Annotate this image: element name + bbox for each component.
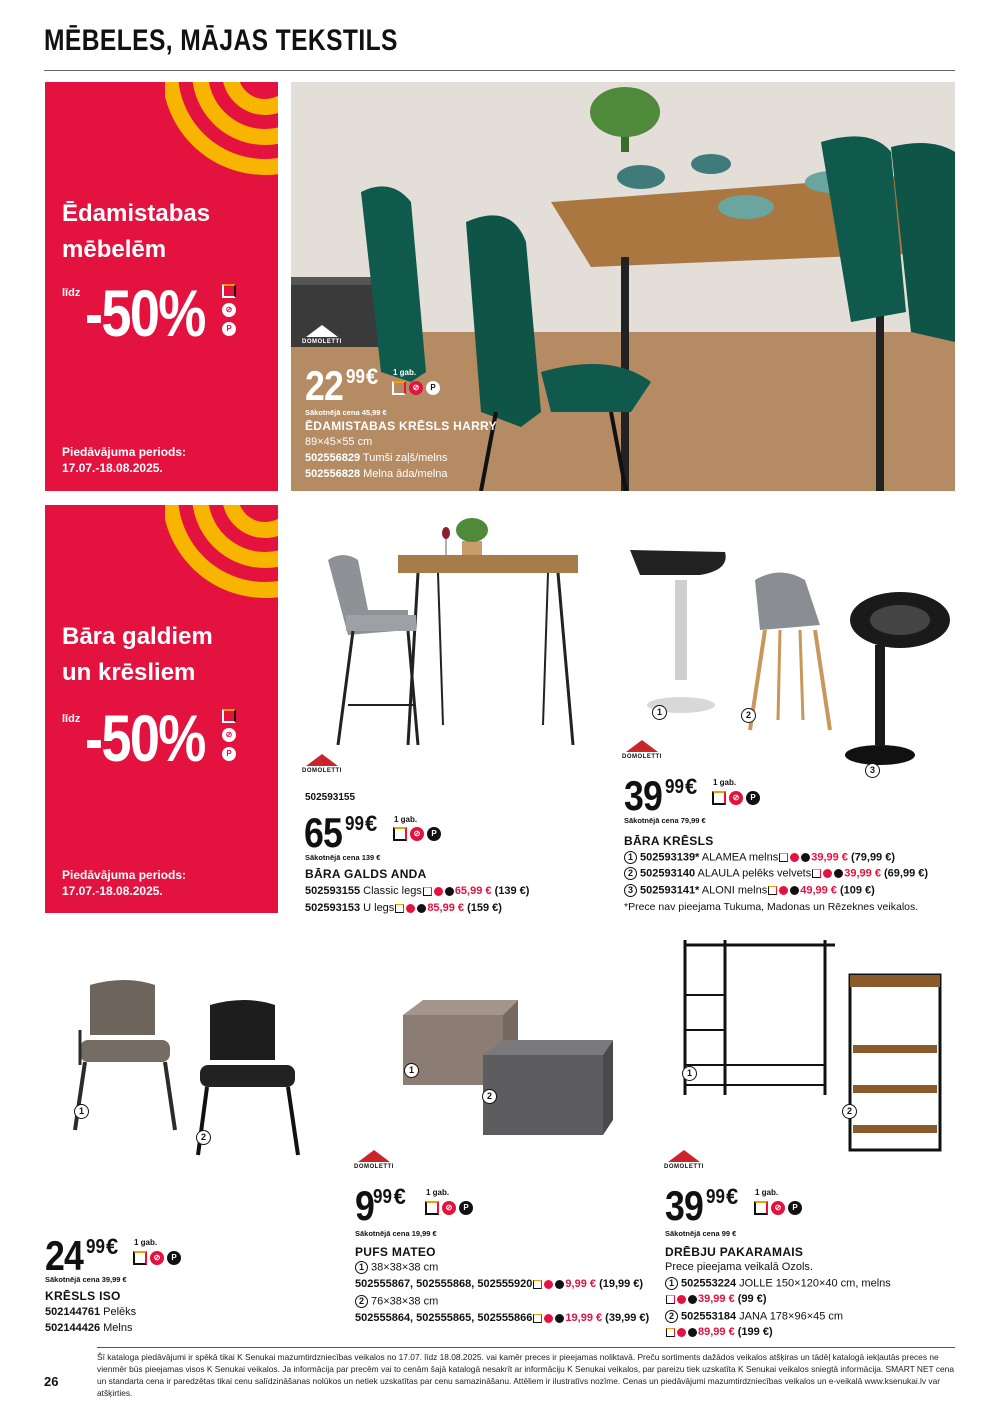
variant-badge-1: 1 [404,1063,419,1078]
card-icon [754,1201,768,1215]
variant-badge-2: 2 [741,708,756,723]
mateo-pouf-image [398,995,618,1145]
iso-price: 24 99 € [45,1232,119,1279]
legal-footer: Šī kataloga piedāvājumi ir spēkā tikai K Senukai mazumtirdzniecības veikalos no 17.07. līdz 18.08.2025. vai kamēr preces ir pieejamas noliktavā. Preču sortiments dažādos veikalos atšķiras un tādēļ katalogā iekļautās preces ne vienmēr būs pieejamas visos K Senukai veikalos. Ja informācija par precēm vai to cenām šajā katalogā nesakrīt ar informāciju K Senukai veikalos, par pareizu tiek uzskatīta K Senukai veikalos sniegtā informācija. SMART NET cena un standarta cena ir paredzētas tikai cenu salīdzināšanas nolūkos un netiek uzskatītas par cenu samazināšanu. Attēliem ir ilustratīvs nozīme. Cenas un piedāvājumi mazumtirdzniecības veikalos un e-veikalā www.ksenukai.lv var atšķirties. [97,1352,954,1398]
promo-title-line2: un krēsliem [62,659,196,686]
promo-discount: -50% [85,701,205,775]
promo-icons [222,709,236,761]
points-icon: P [459,1201,473,1215]
anda-price: 65 99 € [304,809,378,856]
bar-chair-variant-2: 2 502593140 ALAULA pelēks velvets 39,99 € (69,99 €) [624,867,928,880]
iso-variant-1: 502144761 Pelēks [45,1306,137,1318]
harry-price: 22 99 € [305,362,379,409]
rack-variant-2-price: 89,99 € (199 €) [665,1326,773,1338]
harry-variant-1: 502556829 Tumši zaļš/melns [305,452,448,464]
bar-chairs-was-price: Sākotnējā cena 79,99 € [624,816,706,825]
anda-bar-set-image [318,515,588,745]
harry-dims: 89×45×55 cm [305,436,373,448]
variant-badge-2: 2 [482,1089,497,1104]
rack-variant-1-price: 39,99 € (99 €) [665,1293,767,1305]
points-icon: P [746,791,760,805]
iso-icons [133,1251,181,1265]
bar-chair-variant-1: 1 502593139* ALAMEA melns 39,99 € (79,99 €) [624,851,895,864]
bar-chairs-gab: 1 gab. [713,778,737,787]
iso-name: KRĒSLS ISO [45,1289,121,1303]
arc-decoration-icon [165,505,278,635]
no-discount-icon: ⊘ [771,1201,785,1215]
no-discount-icon: ⊘ [222,728,236,742]
bar-chair-variant-3: 3 502593141* ALONI melns 49,99 € (109 €) [624,884,875,897]
variant-badge-3: 3 [865,763,880,778]
points-icon: P [222,747,236,761]
anda-was-price: Sākotnējā cena 139 € [305,853,381,862]
page-title: MĒBELES, MĀJAS TEKSTILS [44,24,398,57]
points-icon: P [427,827,441,841]
points-icon: P [788,1201,802,1215]
promo-title-line1: Ēdamistabas [62,200,211,227]
mateo-was-price: Sākotnējā cena 19,99 € [355,1229,437,1238]
anda-code: 502593155 [305,792,356,803]
card-icon [222,284,236,298]
no-discount-icon: ⊘ [409,381,423,395]
variant-badge-1: 1 [652,705,667,720]
clothes-rack-image [675,935,950,1155]
iso-chairs-image [60,975,310,1165]
harry-icons [392,381,440,395]
rack-was-price: Sākotnējā cena 99 € [665,1229,737,1238]
points-icon: P [426,381,440,395]
promo-title-line2: mēbelēm [62,236,167,263]
arc-decoration-icon [165,82,278,212]
no-discount-icon: ⊘ [222,303,236,317]
bar-chairs-image [620,540,950,770]
harry-was-price: Sākotnējā cena 45,99 € [305,408,387,417]
no-discount-icon: ⊘ [729,791,743,805]
anda-variant-1: 502593155 Classic legs 65,99 € (139 €) [305,885,530,897]
domoletti-logo: DOMOLETTI [622,740,662,760]
points-icon: P [222,322,236,336]
rack-variant-2: 2 502553184 JANA 178×96×45 cm [665,1310,843,1323]
anda-name: BĀRA GALDS ANDA [305,867,427,881]
promo-lidz: līdz [62,713,81,725]
card-icon [222,709,236,723]
promo-period-dates: 17.07.-18.08.2025. [62,461,163,475]
promo-bar [45,505,278,913]
mateo-name: PUFS MATEO [355,1245,436,1259]
no-discount-icon: ⊘ [442,1201,456,1215]
iso-was-price: Sākotnējā cena 39,99 € [45,1275,127,1284]
domoletti-logo: DOMOLETTI [302,754,342,774]
harry-variant-2: 502556828 Melna āda/melna [305,468,448,480]
domoletti-logo: DOMOLETTI [302,325,342,345]
promo-discount: -50% [85,276,205,350]
card-icon [425,1201,439,1215]
promo-dining [45,82,278,491]
harry-gab: 1 gab. [393,368,417,377]
card-icon [133,1251,147,1265]
rack-subtitle: Prece pieejama veikalā Ozols. [665,1261,813,1273]
promo-icons [222,284,236,336]
footer-divider [97,1347,955,1348]
rack-gab: 1 gab. [755,1188,779,1197]
mateo-variant-1-dims: 1 38×38×38 cm [355,1261,438,1274]
page-number: 26 [44,1374,59,1389]
promo-period-label: Piedāvājuma periods: [62,868,187,882]
mateo-gab: 1 gab. [426,1188,450,1197]
mateo-variant-2-dims: 2 76×38×38 cm [355,1295,438,1308]
promo-period-label: Piedāvājuma periods: [62,445,187,459]
anda-icons [393,827,441,841]
card-icon [712,791,726,805]
rack-icons [754,1201,802,1215]
rack-price: 39 99 € [665,1182,739,1229]
mateo-variant-1-codes: 502555867, 502555868, 502555920 9,99 € (19,99 €) [355,1278,644,1290]
anda-variant-2: 502593153 U legs 85,99 € (159 €) [305,902,502,914]
promo-period-dates: 17.07.-18.08.2025. [62,884,163,898]
bar-chairs-price: 39 99 € [624,772,698,819]
promo-title-line1: Bāra galdiem [62,623,213,650]
bar-chairs-note: *Prece nav pieejama Tukuma, Madonas un Rēzeknes veikalos. [624,901,919,913]
domoletti-logo: DOMOLETTI [354,1150,394,1170]
harry-name: ĒDAMISTABAS KRĒSLS HARRY [305,419,497,433]
no-discount-icon: ⊘ [410,827,424,841]
anda-gab: 1 gab. [394,815,418,824]
bar-chairs-name: BĀRA KRĒSLS [624,834,714,848]
variant-badge-1: 1 [74,1104,89,1119]
promo-lidz: līdz [62,287,81,299]
variant-badge-1: 1 [682,1066,697,1081]
card-icon [392,381,406,395]
no-discount-icon: ⊘ [150,1251,164,1265]
bar-chairs-icons [712,791,760,805]
mateo-price: 9 99 € [355,1182,406,1229]
variant-badge-2: 2 [196,1130,211,1145]
domoletti-logo: DOMOLETTI [664,1150,704,1170]
iso-variant-2: 502144426 Melns [45,1322,133,1334]
points-icon: P [167,1251,181,1265]
card-icon [393,827,407,841]
iso-gab: 1 gab. [134,1238,158,1247]
title-divider [44,70,955,71]
rack-variant-1: 1 502553224 JOLLE 150×120×40 cm, melns [665,1277,891,1290]
mateo-icons [425,1201,473,1215]
mateo-variant-2-codes: 502555864, 502555865, 502555866 19,99 € (39,99 €) [355,1312,650,1324]
variant-badge-2: 2 [842,1104,857,1119]
rack-name: DRĒBJU PAKARAMAIS [665,1245,804,1259]
